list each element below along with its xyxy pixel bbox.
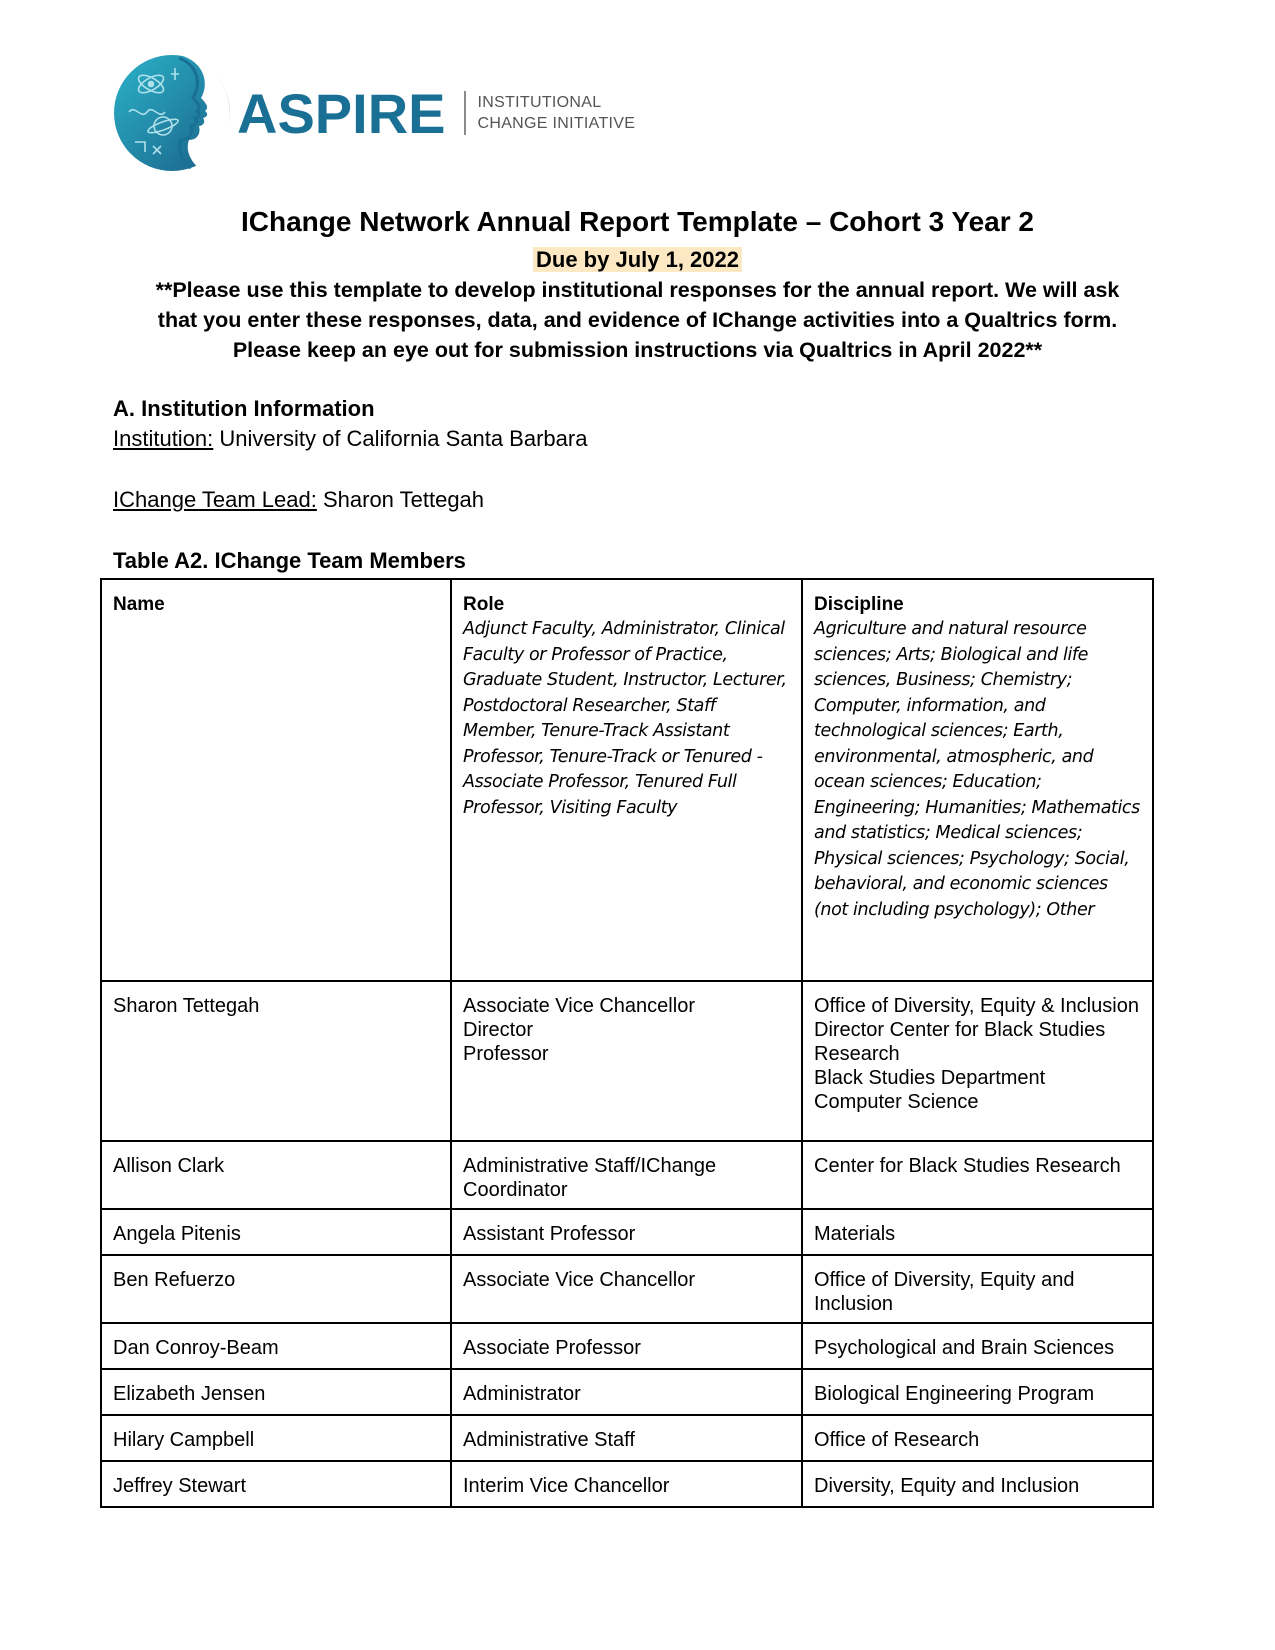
aspire-logo	[113, 54, 635, 172]
logo-divider	[464, 91, 466, 135]
cell-name: Ben Refuerzo	[101, 1255, 451, 1323]
cell-name: Hilary Campbell	[101, 1415, 451, 1461]
header-name: Name	[113, 594, 165, 615]
discipline-line: Director Center for Black Studies Research	[814, 1019, 1106, 1065]
table-row	[101, 1369, 1153, 1415]
cell-role: Interim Vice Chancellor	[451, 1461, 802, 1507]
instruction-note-line2: that you enter these responses, data, and evidence of IChange activities into a Qualtrics form.	[157, 308, 1118, 332]
table-row	[101, 1255, 1153, 1323]
cell-role: Administrator	[451, 1369, 802, 1415]
team-lead-field	[113, 487, 484, 513]
header-cell-discipline	[802, 579, 1153, 981]
institution-field	[113, 426, 587, 452]
due-date: Due by July 1, 2022	[533, 247, 742, 272]
discipline-line: Black Studies Department	[814, 1067, 1046, 1089]
cell-discipline: Materials	[802, 1209, 1153, 1255]
cell-role: Administrative Staff/IChange Coordinator	[451, 1141, 802, 1209]
team-members-table	[100, 578, 1154, 1508]
logo-tagline-line1: INSTITUTIONAL	[477, 94, 602, 111]
institution-label: Institution:	[113, 426, 214, 451]
table-row	[101, 981, 1153, 1141]
table-row	[101, 1461, 1153, 1507]
discipline-line: Computer Science	[814, 1091, 979, 1113]
cell-role: Administrative Staff	[451, 1415, 802, 1461]
document-title: IChange Network Annual Report Template – Cohort 3 Year 2	[241, 206, 1034, 237]
table-row	[101, 1415, 1153, 1461]
logo-tagline-line2: CHANGE INITIATIVE	[477, 115, 636, 132]
cell-discipline	[802, 981, 1153, 1141]
instruction-note-line3: Please keep an eye out for submission instructions via Qualtrics in April 2022**	[232, 338, 1043, 362]
table-row	[101, 1141, 1153, 1209]
cell-name: Jeffrey Stewart	[101, 1461, 451, 1507]
cell-role	[451, 981, 802, 1141]
logo-tagline	[478, 92, 636, 134]
role-line: Director	[463, 1019, 534, 1041]
table-row	[101, 1209, 1153, 1255]
team-lead-label: IChange Team Lead:	[113, 487, 317, 512]
cell-discipline: Psychological and Brain Sciences	[802, 1323, 1153, 1369]
table-a2-title: Table A2. IChange Team Members	[113, 548, 466, 573]
cell-discipline: Biological Engineering Program	[802, 1369, 1153, 1415]
instruction-note-line1: **Please use this template to develop institutional responses for the annual report. We will ask	[155, 278, 1120, 302]
role-line: Professor	[463, 1043, 549, 1065]
cell-discipline: Office of Research	[802, 1415, 1153, 1461]
institution-value: University of California Santa Barbara	[213, 426, 588, 451]
cell-name: Elizabeth Jensen	[101, 1369, 451, 1415]
header-cell-role	[451, 579, 802, 981]
aspire-wordmark: ASPIRE	[237, 81, 446, 145]
role-line: Associate Vice Chancellor	[463, 995, 695, 1017]
cell-role: Associate Professor	[451, 1323, 802, 1369]
section-a-heading: A. Institution Information	[113, 396, 375, 421]
cell-name: Allison Clark	[101, 1141, 451, 1209]
discipline-line: Office of Diversity, Equity & Inclusion	[814, 995, 1139, 1017]
cell-role: Associate Vice Chancellor	[451, 1255, 802, 1323]
team-lead-value: Sharon Tettegah	[316, 487, 485, 512]
header-discipline-description: Agriculture and natural resource sciences; Arts; Biological and life sciences, Business; Chemistry; Computer, information, and technological sciences; Earth, environmental, atmospheric, and ocean sciences; Education; Engineering; Humanities; Mathematics and statistics; Medical sciences; Physical sciences; Psychology; Social, behavioral, and economic sciences (not including psychology); Other	[814, 619, 1140, 920]
instruction-note	[100, 275, 1175, 365]
cell-name: Angela Pitenis	[101, 1209, 451, 1255]
header-cell-name	[101, 579, 451, 981]
due-date-wrap	[0, 247, 1275, 273]
aspire-emblem-icon	[113, 54, 231, 172]
header-role-description: Adjunct Faculty, Administrator, Clinical Faculty or Professor of Practice, Graduate Student, Instructor, Lecturer, Postdoctoral Researcher, Staff Member, Tenure-Track Assistant Professor, Tenure-Track or Tenured -Associate Professor, Tenured Full Professor, Visiting Faculty	[463, 619, 787, 818]
header-discipline: Discipline	[814, 594, 904, 615]
header-role: Role	[463, 594, 505, 615]
cell-name: Sharon Tettegah	[101, 981, 451, 1141]
cell-discipline: Diversity, Equity and Inclusion	[802, 1461, 1153, 1507]
cell-role: Assistant Professor	[451, 1209, 802, 1255]
cell-name: Dan Conroy-Beam	[101, 1323, 451, 1369]
table-row	[101, 1323, 1153, 1369]
cell-discipline: Center for Black Studies Research	[802, 1141, 1153, 1209]
table-header-row	[101, 579, 1153, 981]
cell-discipline: Office of Diversity, Equity and Inclusion	[802, 1255, 1153, 1323]
